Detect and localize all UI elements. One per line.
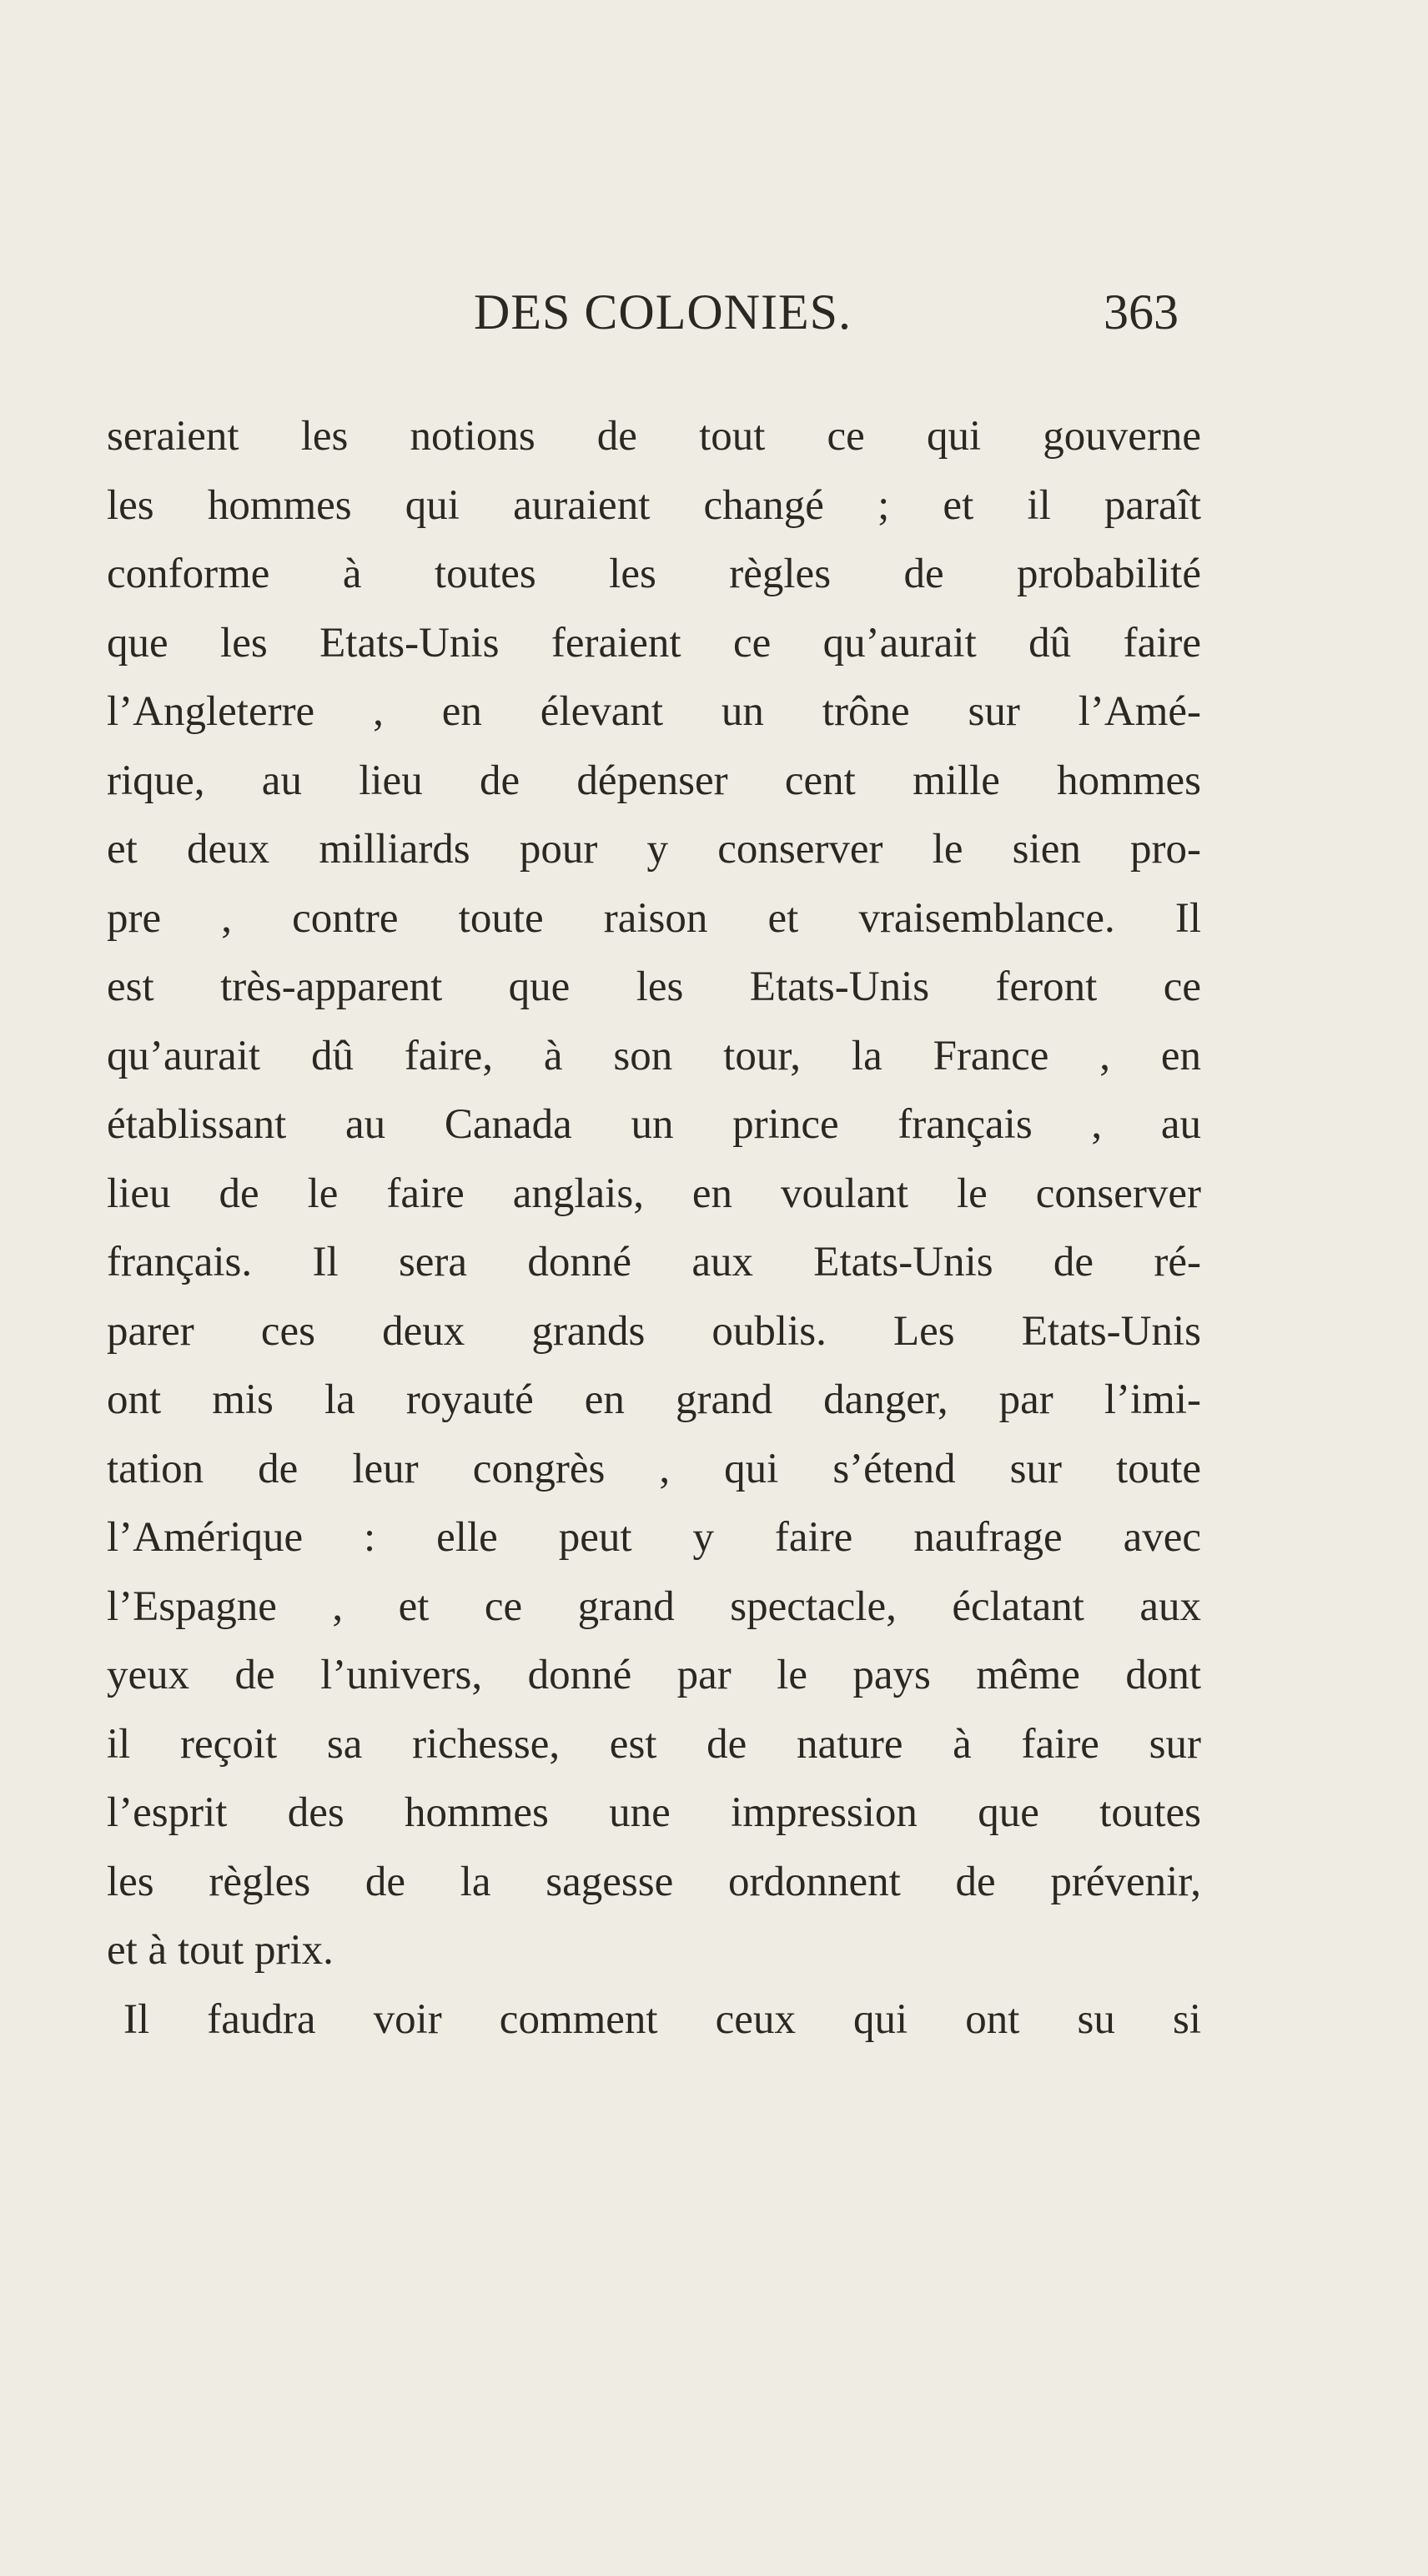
text-line: il reçoit sa richesse, est de nature à faire sur: [107, 1720, 1201, 1768]
text-line: ont mis la royauté en grand danger, par l’imi-: [107, 1376, 1201, 1423]
text-line: l’Espagne , et ce grand spectacle, éclatant aux: [107, 1582, 1201, 1630]
text-line: l’Angleterre , en élevant un trône sur l’Amé-: [107, 688, 1201, 735]
text-line: les règles de la sagesse ordonnent de prévenir,: [107, 1858, 1201, 1905]
text-line: que les Etats-Unis feraient ce qu’aurait dû faire: [107, 619, 1201, 667]
text-line: et deux milliards pour y conserver le sien pro-: [107, 826, 1201, 873]
text-line: établissant au Canada un prince français , au: [107, 1101, 1201, 1148]
text-line: qu’aurait dû faire, à son tour, la France , en: [107, 1032, 1201, 1079]
page-number: 363: [1104, 284, 1179, 340]
text-line: parer ces deux grands oublis. Les Etats-Unis: [107, 1307, 1201, 1355]
text-line: seraient les notions de tout ce qui gouverne: [107, 413, 1201, 460]
body-text: [107, 402, 1201, 2054]
text-line: l’esprit des hommes une impression que toutes: [107, 1789, 1201, 1836]
text-line: yeux de l’univers, donné par le pays même dont: [107, 1652, 1201, 1698]
text-line: l’Amérique : elle peut y faire naufrage avec: [107, 1514, 1201, 1561]
text-line: français. Il sera donné aux Etats-Unis de ré-: [107, 1239, 1201, 1285]
text-line: lieu de le faire anglais, en voulant le conserver: [107, 1170, 1201, 1217]
text-line: est très-apparent que les Etats-Unis feront ce: [107, 963, 1201, 1010]
text-line: pre , contre toute raison et vraisemblance. Il: [107, 894, 1201, 942]
page-header: [0, 284, 1428, 350]
text-line: les hommes qui auraient changé ; et il paraît: [107, 481, 1201, 529]
text-line: et à tout prix.: [107, 1927, 334, 1974]
text-line: Il faudra voir comment ceux qui ont su si: [123, 1995, 1201, 2043]
text-line: tation de leur congrès , qui s’étend sur toute: [107, 1445, 1201, 1492]
text-line: rique, au lieu de dépenser cent mille hommes: [107, 757, 1201, 804]
text-line: conforme à toutes les règles de probabilité: [107, 551, 1201, 597]
running-title: DES COLONIES.: [474, 284, 852, 340]
